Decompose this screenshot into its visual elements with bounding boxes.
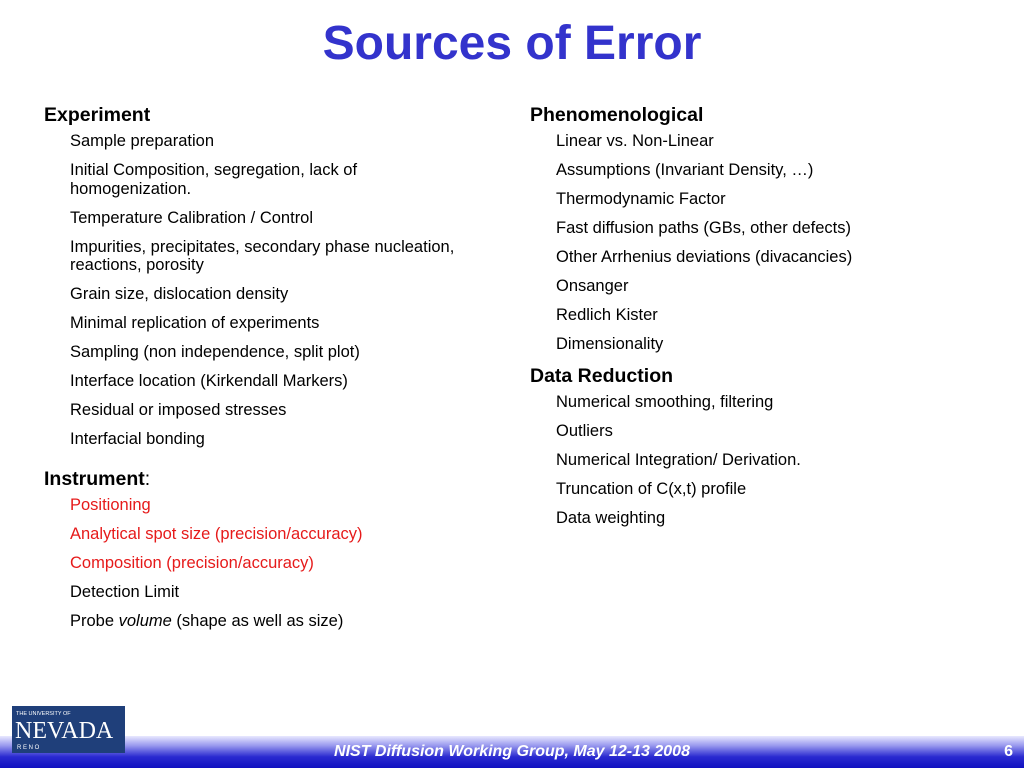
list-item-probe [70,612,470,641]
heading-data-reduction: Data Reduction [530,365,674,387]
university-logo [12,706,125,753]
slide-title: Sources of Error [322,17,702,70]
list-item: Numerical Integration/ Derivation. [556,451,801,469]
list-item: Numerical smoothing, filtering [556,393,774,411]
list-item-highlighted: Composition (precision/accuracy) [70,554,314,572]
list-item: Interface location (Kirkendall Markers) [70,372,348,390]
footer-text: NIST Diffusion Working Group, May 12-13 2008 [334,743,690,760]
probe-prefix: Probe [70,612,119,630]
list-item: Onsanger [556,277,629,295]
list-item-highlighted: Positioning [70,496,151,514]
list-item: Detection Limit [70,583,180,601]
list-item: Linear vs. Non-Linear [556,132,714,150]
nevada-logo-icon [12,706,125,753]
right-column [530,103,990,538]
list-item: Assumptions (Invariant Density, …) [556,161,814,179]
list-item: Sample preparation [70,132,215,150]
list-item: Thermodynamic Factor [556,190,726,208]
list-item: Temperature Calibration / Control [70,208,314,227]
list-item: Redlich Kister [556,306,658,324]
heading-instrument [44,467,504,491]
list-item: Dimensionality [556,335,664,353]
list-item: Truncation of C(x,t) profile [556,480,747,498]
list-item: Interfacial bonding [70,430,205,448]
list-item: Sampling (non independence, split plot) [70,343,360,361]
left-column [44,103,504,641]
list-item: Fast diffusion paths (GBs, other defects) [556,219,852,237]
list-item: Initial Composition, segregation, lack of homogenization. [70,161,358,198]
list-item: Other Arrhenius deviations (divacancies) [556,248,853,266]
list-item: Impurities, precipitates, secondary phase nucleation, reactions, porosity [70,237,455,274]
probe-emphasis: volume [118,612,172,630]
logo-line2: NEVADA [15,718,114,744]
list-item-highlighted: Analytical spot size (precision/accuracy) [70,525,363,543]
page-number: 6 [1004,743,1013,760]
logo-line1: THE UNIVERSITY OF [16,711,71,717]
list-item: Data weighting [556,509,666,527]
heading-experiment: Experiment [44,104,151,126]
list-item: Residual or imposed stresses [70,401,287,419]
heading-instrument-label: Instrument [44,468,145,490]
heading-instrument-colon: : [144,468,151,490]
list-item: Outliers [556,422,613,440]
logo-line3: R E N O [17,745,40,751]
heading-phenomenological: Phenomenological [530,104,704,126]
probe-suffix: (shape as well as size) [171,612,344,630]
list-item: Minimal replication of experiments [70,314,320,332]
list-item: Grain size, dislocation density [70,285,289,303]
